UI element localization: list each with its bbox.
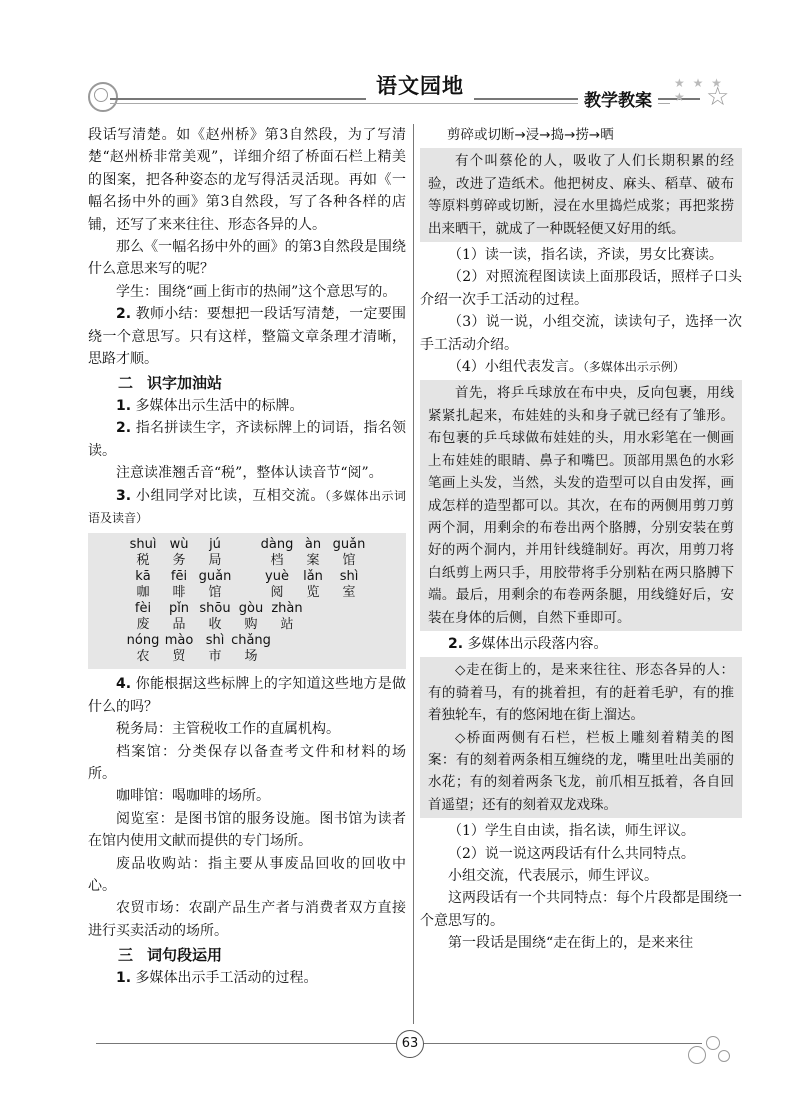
paragraph — [88, 417, 406, 462]
pinyin-character — [298, 537, 328, 569]
page-header — [88, 72, 738, 122]
pinyin-word — [128, 601, 302, 633]
example-box — [420, 380, 742, 630]
pinyin-syllable: fēi — [170, 569, 188, 585]
pinyin-syllable: àn — [304, 537, 322, 553]
hanzi-character: 啡 — [172, 585, 186, 601]
paragraph — [88, 395, 406, 417]
stars-icon: ★ ★ ★ ★ — [674, 76, 724, 104]
pinyin-character — [128, 633, 158, 665]
section-title: 词句段运用 — [147, 946, 223, 965]
definition: 税务局：主管税收工作的直属机构。 — [116, 721, 340, 738]
item-text: （4）小组代表发言。 — [448, 359, 583, 376]
paragraph: （1）学生自由读，指名读，师生评议。 — [448, 823, 695, 840]
paragraph — [88, 485, 406, 530]
pinyin-row — [128, 601, 406, 633]
pinyin-syllable: jú — [209, 537, 221, 553]
section-heading — [88, 944, 406, 966]
pinyin-syllable: shì — [205, 633, 225, 649]
right-column — [420, 124, 742, 955]
pinyin-syllable: guǎn — [332, 537, 366, 553]
paragraph: 小组交流，代表展示，师生评议。 — [448, 868, 658, 884]
column-divider — [413, 124, 414, 1024]
example-box — [420, 148, 742, 242]
pinyin-syllable: fèi — [134, 601, 152, 617]
pinyin-character — [262, 569, 292, 601]
pinyin-character — [164, 633, 194, 665]
pinyin-character — [334, 537, 364, 569]
paragraph: 第一段话是围绕“走在街上的，是来来往 — [448, 935, 694, 952]
item-number: 2. — [448, 635, 464, 652]
note: （多媒体出示示例） — [582, 360, 685, 375]
hanzi-character: 废 — [136, 617, 150, 633]
hanzi-character: 案 — [306, 553, 320, 569]
bubble-ornament-icon — [706, 1036, 720, 1050]
star-icon: ☆ — [706, 82, 730, 112]
hanzi-character: 局 — [208, 553, 222, 569]
page-number: 63 — [396, 1030, 424, 1058]
pinyin-character — [128, 601, 158, 633]
pinyin-syllable: nóng — [126, 633, 160, 649]
item-number: 1. — [116, 397, 132, 414]
item-text: 多媒体出示生活中的标牌。 — [135, 397, 304, 414]
item-text: 小组同学对比读，互相交流。 — [136, 487, 325, 504]
pinyin-syllable: wù — [169, 537, 189, 553]
paragraph — [420, 356, 742, 378]
example-text: 有个叫蔡伦的人，吸收了人们长期积累的经验，改进了造纸术。他把树皮、麻头、稻草、破布等原料剪碎或切断，浸在水里捣烂成浆；再把浆捞出来晒干，就成了一种既轻便又好用的纸。 — [428, 153, 734, 237]
pinyin-syllable: gòu — [238, 601, 264, 617]
pinyin-word — [128, 569, 230, 601]
header-title: 语文园地 — [366, 70, 474, 100]
paragraph: 注意读准翘舌音“税”，整体认读音节“阅”。 — [116, 465, 383, 482]
pinyin-syllable: mào — [164, 633, 194, 649]
pinyin-syllable: zhàn — [271, 601, 303, 617]
pinyin-syllable: shōu — [199, 601, 231, 617]
header-subtitle: 教学教案 — [578, 86, 658, 111]
hanzi-character: 税 — [136, 553, 150, 569]
hanzi-character: 室 — [342, 585, 356, 601]
pinyin-syllable: dàng — [260, 537, 294, 553]
paragraph: （2）对照流程图读读上面那段话，照样子口头介绍一次手工活动的过程。 — [420, 269, 742, 308]
section-heading — [88, 372, 406, 394]
bubble-ornament-icon — [718, 1050, 730, 1062]
pinyin-character — [272, 601, 302, 633]
section-number: 三 — [118, 946, 134, 965]
pinyin-character — [231, 633, 271, 665]
pinyin-syllable: chǎng — [231, 633, 271, 649]
example-text: ◇走在街上的，是来来往往、形态各异的人：有的骑着马，有的挑着担，有的赶着毛驴，有的推着独轮车，有的悠闲地在街上溜达。 — [428, 662, 734, 724]
pinyin-character — [164, 569, 194, 601]
item-number: 3. — [116, 487, 132, 504]
pinyin-syllable: shuì — [129, 537, 157, 553]
hanzi-character: 站 — [280, 617, 294, 633]
pinyin-character — [262, 537, 292, 569]
bubble-ornament-icon — [688, 1046, 706, 1064]
hanzi-character: 馆 — [342, 553, 356, 569]
paragraph — [88, 673, 406, 718]
pinyin-character — [128, 537, 158, 569]
hanzi-character: 阅 — [270, 585, 284, 601]
item-text: 多媒体出示段落内容。 — [467, 635, 608, 652]
pinyin-syllable: lǎn — [303, 569, 323, 585]
paragraph: （3）说一说，小组交流，读读句子，选择一次手工活动介绍。 — [420, 314, 742, 353]
item-text: 教师小结：要想把一段话写清楚，一定要围绕一个意思写。只有这样，整篇文章条理才清晰，思路才顺。 — [88, 306, 406, 368]
pinyin-syllable: shì — [339, 569, 359, 585]
pinyin-word — [262, 569, 364, 601]
pinyin-character — [236, 601, 266, 633]
pinyin-character — [164, 537, 194, 569]
hanzi-character: 市 — [208, 649, 222, 665]
pinyin-character — [164, 601, 194, 633]
pinyin-syllable: kā — [135, 569, 151, 585]
section-title: 识字加油站 — [147, 374, 223, 393]
hanzi-character: 馆 — [208, 585, 222, 601]
definition: 咖啡馆：喝咖啡的场所。 — [116, 788, 270, 805]
pinyin-character — [334, 569, 364, 601]
paragraph — [88, 967, 406, 989]
item-number: 1. — [116, 969, 132, 986]
item-text: 多媒体出示手工活动的过程。 — [135, 969, 318, 986]
paragraph: （2）说一说这两段话有什么共同特点。 — [448, 845, 695, 862]
paragraph: 学生：围绕“画上街市的热闹”这个意思写的。 — [116, 283, 397, 300]
hanzi-character: 收 — [208, 617, 222, 633]
example-text: 首先，将乒乓球放在布中央，反向包裹，用线紧紧扎起来，布娃娃的头和身子就已经有了雏形。布包裹的乒乓球做布娃娃的头，用水彩笔在一侧画上布娃娃的眼睛、鼻子和嘴巴。顶部用黑色的水彩笔画上头发，当然，头发的造型可以自由发挥，画成怎样的造型都可以。其次，在布的两侧用剪刀剪两个洞，用剩余的布卷出两个胳膊，分别安装在剪好的两个洞内，并用针线缝制好。再次，用剪刀将白纸剪上两只手，用胶带将手分别粘在两只胳膊下端。最后，用剩余的布卷两条腿，用线缝好后，安装在身体的后侧，自然下垂即可。 — [428, 385, 734, 626]
pinyin-syllable: guǎn — [198, 569, 232, 585]
hanzi-character: 贸 — [172, 649, 186, 665]
pinyin-character — [200, 633, 230, 665]
paragraph: 段话写清楚。如《赵州桥》第3自然段，为了写清楚“赵州桥非常美观”，详细介绍了桥面石栏上精美的图案，把各种姿态的龙写得活灵活现。再如《一幅名扬中外的画》第3自然段，写了各种各样的店铺，还写了来来往往、形态各异的人。 — [88, 127, 406, 233]
hanzi-character: 档 — [270, 553, 284, 569]
section-number: 二 — [118, 374, 134, 393]
paragraph: 那么《一幅名扬中外的画》的第3自然段是围绕什么意思来写的呢？ — [88, 239, 406, 278]
pinyin-row — [128, 537, 406, 569]
paragraph — [420, 633, 742, 655]
definition: 阅览室：是图书馆的服务设施。图书馆为读者在馆内使用文献而提供的专门场所。 — [88, 810, 406, 850]
hanzi-character: 览 — [306, 585, 320, 601]
pinyin-character — [298, 569, 328, 601]
example-box — [420, 657, 742, 818]
item-text: 你能根据这些标牌上的字知道这些地方是做什么的吗？ — [88, 676, 406, 715]
item-text: 指名拼读生字，齐读标牌上的词语，指名领读。 — [88, 420, 406, 459]
example-text: ◇桥面两侧有石栏，栏板上雕刻着精美的图案：有的刻着两条相互缠绕的龙，嘴里吐出美丽的水花；有的刻着两条飞龙，前爪相互抵着，各自回首遥望；还有的刻着双龙戏珠。 — [428, 729, 734, 813]
item-number: 2. — [116, 306, 132, 323]
hanzi-character: 务 — [172, 553, 186, 569]
paragraph: 这两段话有一个共同特点：每个片段都是围绕一个意思写的。 — [420, 890, 742, 929]
pinyin-row — [128, 633, 406, 665]
definition: 档案馆：分类保存以备查考文件和材料的场所。 — [88, 743, 406, 782]
pinyin-syllable: pǐn — [168, 601, 190, 617]
swirl-inner-icon — [94, 88, 108, 102]
pinyin-word — [262, 537, 364, 569]
pinyin-word — [128, 537, 230, 569]
flow-chart-text: 剪碎或切断→浸→捣→捞→晒 — [447, 127, 614, 143]
paragraph: （1）读一读，指名读，齐读，男女比赛读。 — [448, 247, 723, 264]
hanzi-character: 农 — [136, 649, 150, 665]
hanzi-character: 咖 — [136, 585, 150, 601]
hanzi-character: 品 — [172, 617, 186, 633]
paragraph — [88, 303, 406, 370]
item-number: 4. — [116, 676, 132, 693]
hanzi-character: 购 — [244, 617, 258, 633]
pinyin-character — [128, 569, 158, 601]
left-column — [88, 124, 406, 989]
pinyin-character — [200, 601, 230, 633]
note: （多媒体出示词语及读音） — [88, 488, 407, 525]
item-number: 2. — [116, 420, 132, 437]
pinyin-character — [200, 569, 230, 601]
pinyin-vocabulary-box — [88, 533, 406, 669]
pinyin-character — [200, 537, 230, 569]
pinyin-row — [128, 569, 406, 601]
definition: 废品收购站：指主要从事废品回收的回收中心。 — [88, 855, 406, 894]
pinyin-syllable: yuè — [265, 569, 289, 585]
hanzi-character: 场 — [244, 649, 258, 665]
definition: 农贸市场：农副产品生产者与消费者双方直接进行买卖活动的场所。 — [88, 900, 406, 939]
pinyin-word — [126, 633, 271, 665]
